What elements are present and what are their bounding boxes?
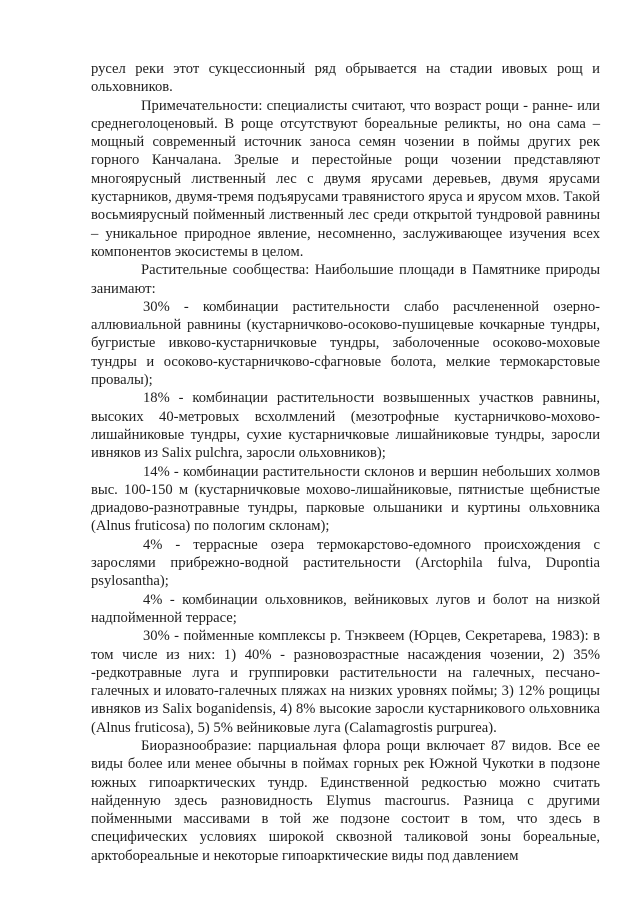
paragraph-continuation: русел реки этот сукцессионный ряд обрывается на стадии ивовых рощ и ольховников. <box>91 61 600 96</box>
paragraph-plant-communities: Растительные сообщества: Наибольшие площади в Памятнике природы занимают: <box>91 262 600 297</box>
document-body <box>91 60 600 865</box>
paragraph-biodiversity: Биоразнообразие: парциальная флора рощи включает 87 видов. Все ее виды более или менее обычны в поймах горных рек Южной Чукотки в подзоне южных гипоарктических тундр. Единственной редкостью можно считать найденную здесь разновидность Elymus macrourus. Разница с другими пойменными массивами в той же подзоне состоит в том, что здесь в специфических условиях широкой сквозной таликовой зоны бореальные, арктобореальные и некоторые гипоарктические виды под давлением <box>91 737 600 864</box>
paragraph-14-percent-slopes: 14% - комбинации растительности склонов и вершин небольших холмов выс. 100-150 м (кустарничковые мохово-лишайниковые, пятнистые щебнистые дриадово-разнотравные тундры, парковые ольшаники и куртины ольховника (Alnus fruticosa) по пологим склонам); <box>91 463 600 535</box>
paragraph-30-percent-plain: 30% - комбинации растительности слабо расчлененной озерно-аллювиальной равнины (кустарничково-осоково-пушицевые кочкарные тундры, бугристые ивково-кустарничковые тундры, заболоченные осоково-моховые тундры и осоково-кустарничково-сфагновые болота, мелкие термокарстовые провалы); <box>91 298 600 389</box>
paragraph-features: Примечательности: специалисты считают, что возраст рощи - ранне- или среднеголоценовый. В роще отсутствуют бореальные реликты, но она сама – мощный современный источник заноса семян чозении в поймы других рек горного Канчалана. Зрелые и перестойные рощи чозении представляют многоярусный лиственный лес с двумя ярусами деревьев, двумя ярусами кустарников, двумя-тремя подъярусами травянистого яруса и ярусом мхов. Такой восьмиярусный пойменный лиственный лес среди открытой тундровой равнины – уникальное природное явление, несомненно, заслуживающее изучения всех компонентов экосистемы в целом. <box>91 97 600 260</box>
paragraph-4-percent-lakes: 4% - террасные озера термокарстово-едомного происхождения с зарослями прибрежно-водной растительности (Arctophila fulva, Dupontia psylosantha); <box>91 536 600 590</box>
paragraph-30-percent-floodplain: 30% - пойменные комплексы р. Тнэквеем (Юрцев, Секретарева, 1983): в том числе из них: 1) 40% - разновозрастные насаждения чозении, 2) 35% -редкотравные луга и группировки растительности на галечных, песчано-галечных и иловато-галечных пляжах на низких уровнях поймы; 3) 12% рощицы ивняков из Salix boganidensis, 4) 8% высокие заросли кустарникового ольховника (Alnus fruticosa), 5) 5% вейниковые луга (Calamagrostis purpurea). <box>91 628 600 736</box>
paragraph-18-percent-hills: 18% - комбинации растительности возвышенных участков равнины, высоких 40-метровых всхолмлений (мезотрофные кустарничково-мохово-лишайниковые тундры, сухие кустарничковые лишайниковые тундры, заросли ивняков из Salix pulchra, заросли ольховников); <box>91 390 600 462</box>
paragraph-4-percent-alder: 4% - комбинации ольховников, вейниковых лугов и болот на низкой надпойменной террасе; <box>91 591 600 626</box>
